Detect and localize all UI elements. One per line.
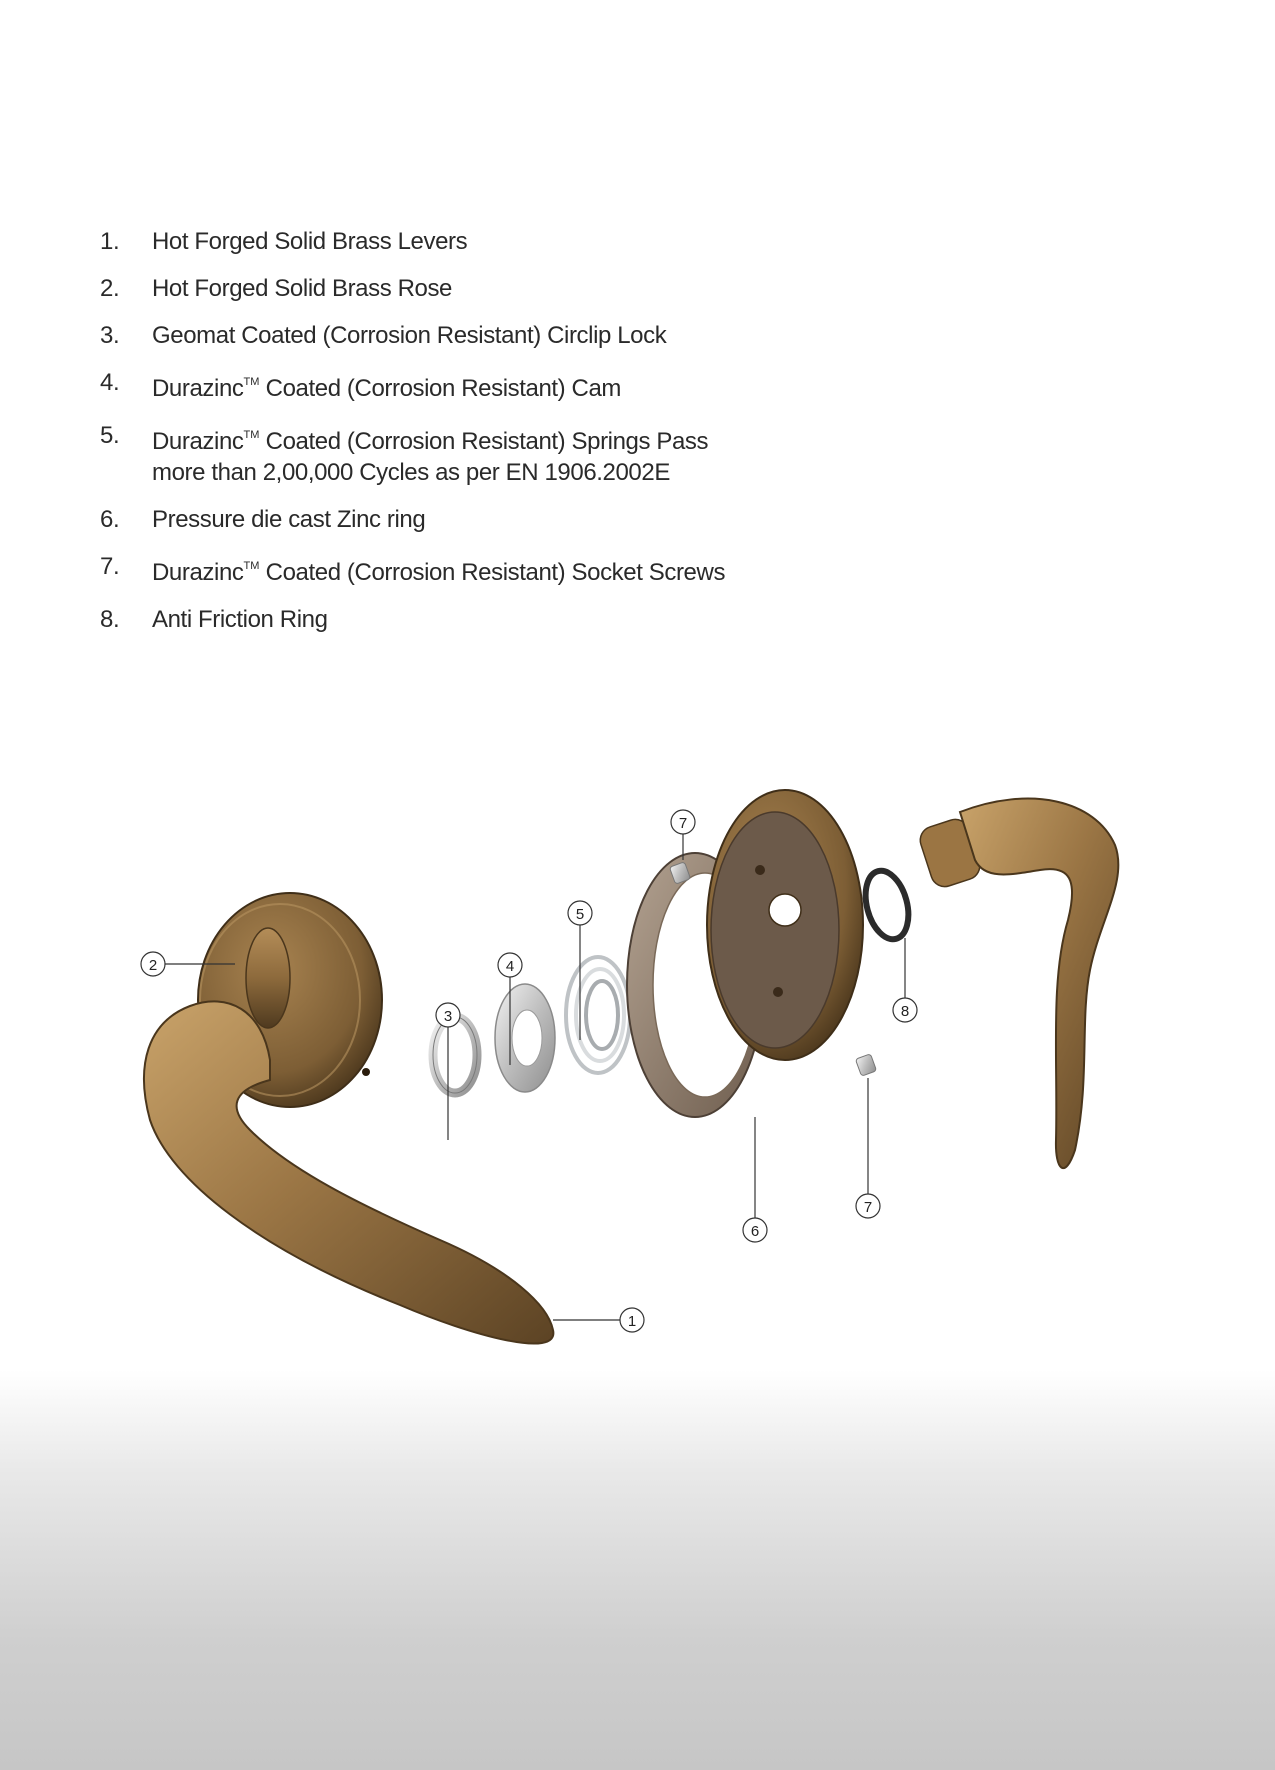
callout-label: 7	[863, 1199, 873, 1216]
callout-label: 2	[148, 957, 158, 974]
feature-number: 1.	[100, 228, 120, 255]
feature-item-2	[100, 273, 820, 304]
feature-text-main: Hot Forged Solid Brass Rose	[152, 275, 453, 302]
feature-number: 6.	[100, 506, 120, 533]
feature-item-4	[100, 367, 820, 404]
callout-5	[568, 901, 592, 1040]
rose-screw-hole	[362, 1068, 370, 1076]
right-lever-assembly	[917, 799, 1119, 1169]
feature-list	[100, 226, 820, 651]
feature-text	[152, 420, 708, 488]
lever-neck	[246, 928, 290, 1028]
callout-label: 4	[505, 958, 515, 975]
lever-handle-icon	[960, 799, 1118, 1169]
callout-label: 5	[575, 906, 585, 923]
callout-1	[553, 1308, 644, 1332]
trademark-mark: TM	[243, 560, 260, 572]
feature-text-main: Durazinc	[152, 559, 244, 586]
feature-text-main: Durazinc	[152, 375, 244, 402]
callout-label: 3	[443, 1008, 453, 1025]
feature-item-5	[100, 420, 820, 488]
left-lever-assembly	[144, 893, 553, 1344]
callout-6	[743, 1117, 767, 1242]
anti-friction-ring-icon	[859, 866, 916, 944]
feature-number: 8.	[100, 606, 120, 633]
callout-8	[893, 938, 917, 1022]
callout-label: 7	[678, 815, 688, 832]
feature-number: 5.	[100, 422, 120, 449]
feature-text	[152, 604, 328, 635]
callout-label: 8	[900, 1003, 910, 1020]
trademark-mark: TM	[243, 376, 260, 388]
feature-number: 7.	[100, 553, 120, 580]
socket-screw-icon	[855, 1054, 876, 1076]
inner-housing	[707, 790, 863, 1060]
feature-item-6	[100, 504, 820, 535]
feature-number: 2.	[100, 275, 120, 302]
feature-text	[152, 226, 467, 257]
exploded-diagram	[0, 760, 1275, 1410]
feature-text	[152, 273, 452, 304]
feature-text	[152, 551, 725, 588]
feature-item-7	[100, 551, 820, 588]
feature-text-main: Pressure die cast Zinc ring	[152, 506, 426, 533]
feature-number: 3.	[100, 322, 120, 349]
feature-text	[152, 320, 666, 351]
feature-text-main: Durazinc	[152, 428, 244, 455]
callout-7-bottom	[856, 1078, 880, 1218]
spring-icon	[566, 957, 630, 1073]
callout-label: 1	[627, 1313, 637, 1330]
feature-item-1	[100, 226, 820, 257]
feature-text-main: Hot Forged Solid Brass Levers	[152, 228, 468, 255]
feature-item-3	[100, 320, 820, 351]
feature-text-rest: Coated (Corrosion Resistant) Socket Screws	[259, 559, 726, 586]
feature-text	[152, 504, 425, 535]
feature-text-main: Anti Friction Ring	[152, 606, 328, 633]
callout-label: 6	[750, 1223, 760, 1240]
feature-number: 4.	[100, 369, 120, 396]
feature-text-rest: Coated (Corrosion Resistant) Cam	[259, 375, 621, 402]
circlip-icon	[433, 1017, 477, 1093]
feature-text	[152, 367, 621, 404]
trademark-mark: TM	[243, 429, 260, 441]
feature-text-rest: Coated (Corrosion Resistant) Springs Pass more than 2,00,000 Cycles as per EN 1906.2002E	[152, 428, 709, 486]
feature-text-main: Geomat Coated (Corrosion Resistant) Circlip Lock	[152, 322, 667, 349]
feature-item-8	[100, 604, 820, 635]
cam-icon	[495, 984, 555, 1092]
